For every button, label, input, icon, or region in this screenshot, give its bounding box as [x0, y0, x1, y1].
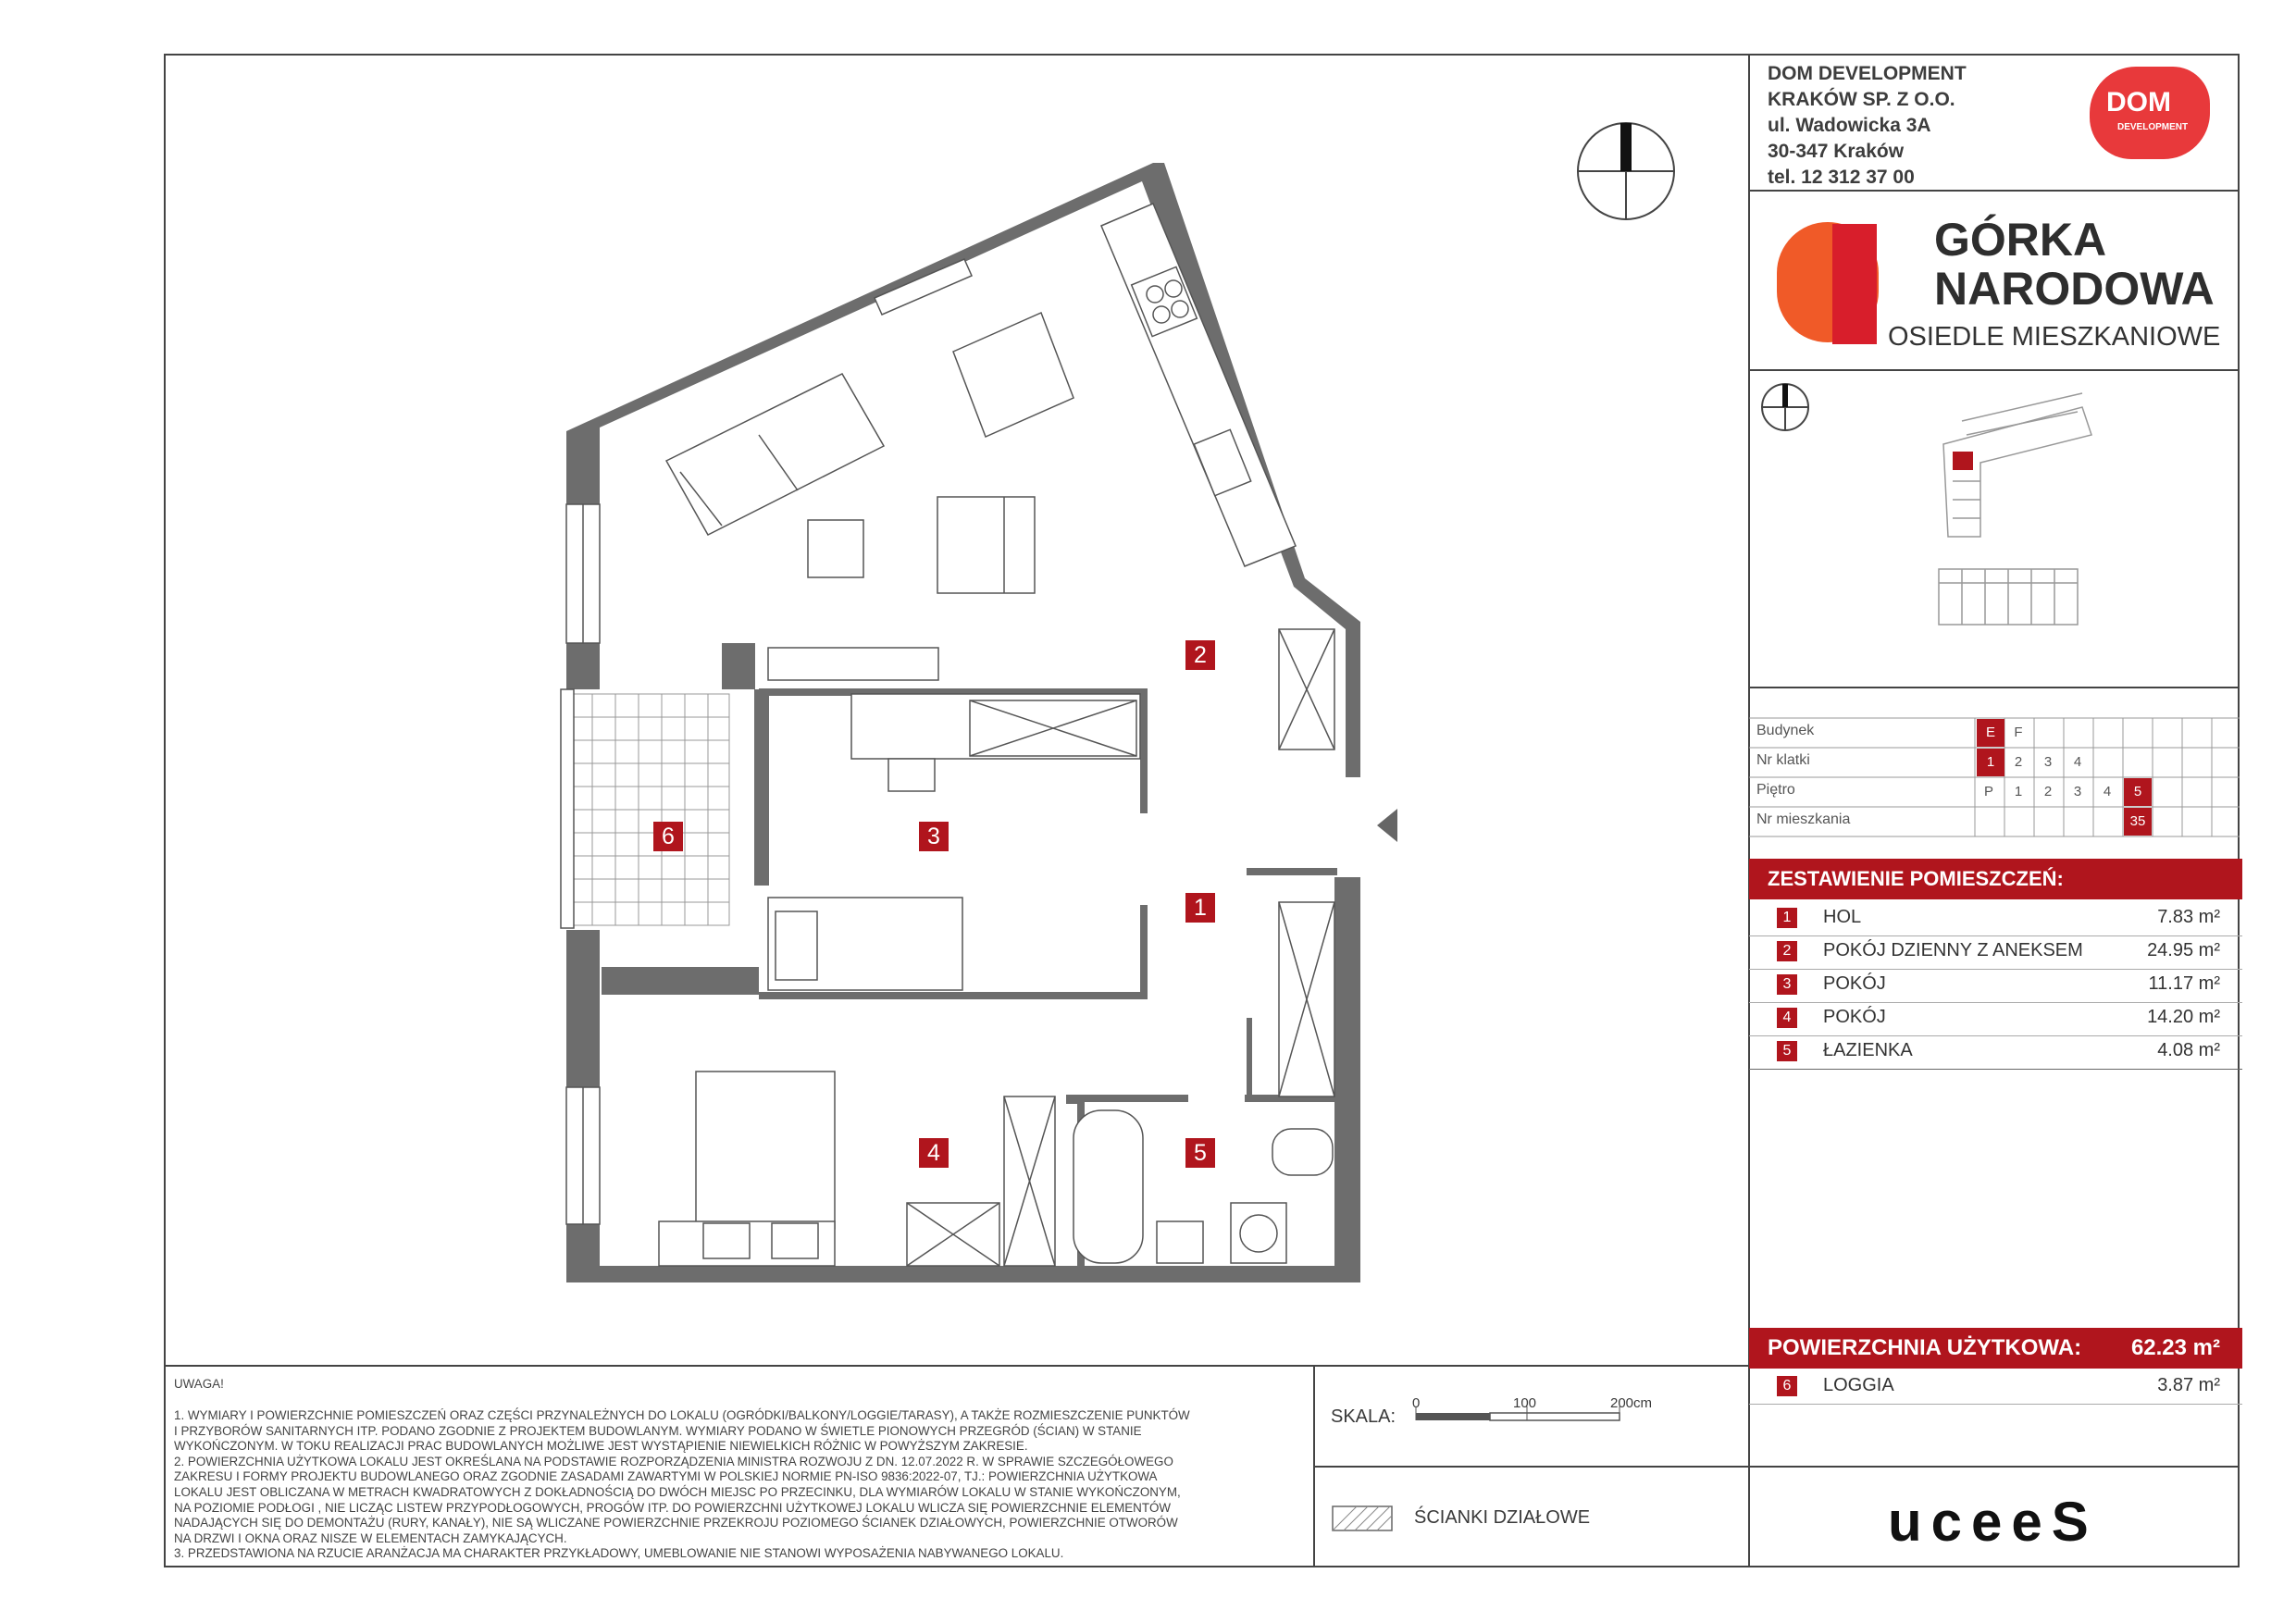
room-name: ŁAZIENKA — [1823, 1040, 1913, 1060]
room-area: 11.17 m² — [2148, 973, 2220, 994]
plan-label-5: 5 — [1185, 1138, 1215, 1168]
scale-tick-0: 0 — [1412, 1395, 1421, 1411]
locator-label-stair: Nr klatki — [1756, 752, 1810, 768]
company-city: 30-347 Kraków — [1768, 141, 1905, 162]
note-line: 1. WYMIARY I POWIERZCHNIE POMIESZCZEŃ ORAZ CZĘŚCI PRZYNALEŻNYCH DO LOKALU (OGRÓDKI/BALKONY/LOGGIE/TARASY), A TAKŻE ROZMIESZCZENIE PUNKTÓW — [174, 1408, 1190, 1422]
usable-area-bar — [1749, 1328, 2242, 1369]
room-row-extra — [1749, 1370, 2242, 1405]
company-phone: tel. 12 312 37 00 — [1768, 167, 1915, 188]
room-name: HOL — [1823, 907, 1862, 927]
dom-logo-text: DOM — [2106, 87, 2171, 118]
company-info — [1768, 61, 1967, 191]
room-number: 3 — [1777, 974, 1797, 995]
room-number: 5 — [1777, 1041, 1797, 1061]
note-line: 3. PRZEDSTAWIONA NA RZUCIE ARANŻACJA MA CHARAKTER PRZYKŁADOWY, UMEBLOWANIE NIE STANOWI WYPOSAŻENIA NABYWANEGO LOKALU. — [174, 1546, 1064, 1561]
scale-tick-200: 200cm — [1610, 1395, 1653, 1411]
usable-area-label: POWIERZCHNIA UŻYTKOWA: — [1768, 1335, 2082, 1360]
room-row — [1749, 969, 2242, 1003]
company-legal: KRAKÓW SP. Z O.O. — [1768, 89, 1955, 110]
note-line: I PRZYBORÓW SANITARNYCH ITP. PODANO ZGODNIE Z PROJEKTEM BUDOWLANYM. WYMIARY PODANO W ŚWIETLE PIONOWYCH PRZEGRÓD (ŚCIAN) W STANIE — [174, 1423, 1142, 1438]
project-title-1: GÓRKA — [1934, 214, 2107, 266]
room-number: 6 — [1777, 1376, 1797, 1396]
project-title-2: NARODOWA — [1934, 263, 2215, 315]
note-line: NADAJĄCYCH SIĘ DO DEMONTAŻU (RURY, KANAŁY), NIE SĄ WLICZANE POWIERZCHNIE PRZEKROJU POZIOMEGO ŚCIANEK DZIAŁOWYCH, POWIERZCHNIE OTWORÓW — [174, 1516, 1178, 1530]
note-line: NA POZIOMIE PODŁOGI , NIE LICZĄC LISTEW PRZYPODŁOGOWYCH, PROGÓW ITP. DO POWIERZCHNI UŻYTKOWEJ LOKALU WLICZA SIĘ POWIERZCHNIE ELEMENTÓW — [174, 1500, 1172, 1515]
note-line: NA DRZWI I OKNA ORAZ NISZE W ELEMENTACH ZAMYKAJĄCYCH. — [174, 1530, 567, 1545]
room-area: 7.83 m² — [2157, 907, 2220, 927]
plan-label-3: 3 — [919, 822, 949, 851]
scale-tick-100: 100 — [1513, 1395, 1537, 1411]
scale-label: SKALA: — [1331, 1406, 1396, 1427]
locator-cell: 2 — [2014, 754, 2023, 770]
room-name: POKÓJ — [1823, 1007, 1886, 1027]
room-name: POKÓJ — [1823, 973, 1886, 994]
room-area: 3.87 m² — [2157, 1375, 2220, 1395]
note-line: WYKOŃCZONYM. W TOKU REALIZACJI PRAC BUDOWLANYCH MOŻLIWE JEST WYSTĄPIENIE NIEWIELKICH RÓŻNIC W POWYŻSZYM ZAKRESIE. — [174, 1439, 1028, 1454]
rooms-header: ZESTAWIENIE POMIESZCZEŃ: — [1749, 859, 2242, 899]
north-compass-icon — [1578, 123, 1674, 219]
legend-partition-walls: ŚCIANKI DZIAŁOWE — [1414, 1507, 1591, 1528]
room-row — [1749, 935, 2242, 970]
locator-cell: 4 — [2073, 754, 2082, 770]
notes-body — [174, 1408, 1285, 1562]
locator-label-flat: Nr mieszkania — [1756, 812, 1851, 827]
locator-cell: 35 — [2124, 808, 2152, 836]
note-line: LOKALU JEST OBLICZANA W METRACH KWADRATOWYCH Z DOKŁADNOŚCIĄ DO DWÓCH MIEJSC PO PRZECINKU, DLA WYMIARÓW LOKALU W STANIE WYKOŃCZONYM, — [174, 1484, 1181, 1499]
room-name: POKÓJ DZIENNY Z ANEKSEM — [1823, 940, 2083, 960]
locator-label-floor: Piętro — [1756, 782, 1795, 798]
locator-cell: 3 — [2073, 784, 2082, 799]
plan-label-1: 1 — [1185, 893, 1215, 923]
dom-logo — [2090, 67, 2210, 159]
room-area: 14.20 m² — [2147, 1007, 2220, 1027]
room-number: 1 — [1777, 908, 1797, 928]
north-compass-small-icon — [1762, 384, 1808, 430]
locator-cell: 2 — [2043, 784, 2053, 799]
notes-heading: UWAGA! — [174, 1377, 224, 1391]
company-street: ul. Wadowicka 3A — [1768, 115, 1931, 136]
company-name: DOM DEVELOPMENT — [1768, 63, 1967, 84]
key-plan-icon — [1939, 393, 2091, 625]
locator-cell: P — [1983, 784, 1993, 799]
locator-label-building: Budynek — [1756, 723, 1815, 738]
project-subtitle: OSIEDLE MIESZKANIOWE — [1888, 322, 2221, 352]
room-area: 24.95 m² — [2147, 940, 2220, 960]
room-row — [1749, 902, 2242, 936]
plan-label-4: 4 — [919, 1138, 949, 1168]
room-name: LOGGIA — [1823, 1375, 1894, 1395]
uceeS-logo: uceeS — [1888, 1491, 2098, 1553]
locator-cell: 1 — [2014, 784, 2023, 799]
plan-label-2: 2 — [1185, 640, 1215, 670]
locator-cell: 3 — [2043, 754, 2053, 770]
room-area: 4.08 m² — [2157, 1040, 2220, 1060]
dom-logo-sub: DEVELOPMENT — [2117, 122, 2189, 132]
locator-cell: 5 — [2124, 778, 2152, 806]
room-row — [1749, 1002, 2242, 1036]
note-line: ZAKRESU I FORMY PROJEKTU BUDOWLANEGO ORAZ ZGODNIE ZASADAMI ZAWARTYMI W POLSKIEJ NORMIE PN-ISO 9836:2022-07, TJ.: POWIERZCHNIA UŻYTKOWA — [174, 1469, 1158, 1484]
note-line: 2. POWIERZCHNIA UŻYTKOWA LOKALU JEST OKREŚLANA NA PODSTAWIE ROZPORZĄDZENIA MINISTRA ROZWOJU Z DN. 12.07.2022 R. W SPRAWIE SZCZEGÓŁOWEGO — [174, 1454, 1173, 1468]
usable-area-value: 62.23 m² — [2130, 1335, 2220, 1360]
room-row — [1749, 1035, 2242, 1070]
locator-cell: 4 — [2103, 784, 2112, 799]
locator-cell: 1 — [1977, 749, 2004, 776]
plan-label-6: 6 — [653, 822, 683, 851]
room-number: 2 — [1777, 941, 1797, 961]
locator-cell: F — [2014, 725, 2023, 740]
locator-cell: E — [1977, 719, 2004, 747]
room-number: 4 — [1777, 1008, 1797, 1028]
project-logo-mark-inner — [1832, 224, 1877, 344]
